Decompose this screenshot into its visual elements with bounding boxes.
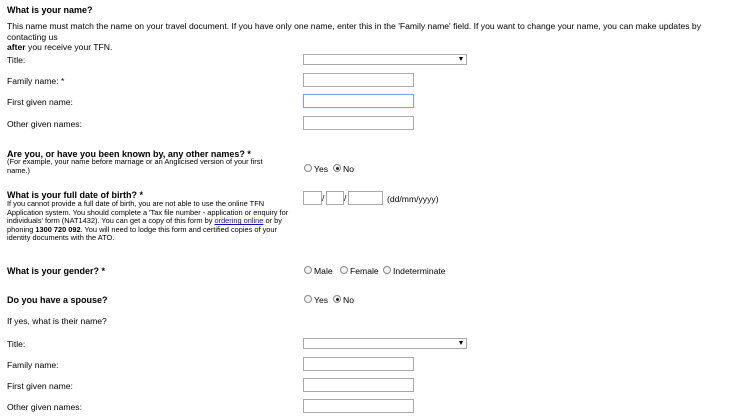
dob-separator-1: / xyxy=(322,193,325,203)
other-given-names-label: Other given names: xyxy=(7,119,82,129)
other-names-hint: (For example, your name before marriage or an Anglicised version of your first name.) xyxy=(7,157,263,175)
dob-year-input[interactable] xyxy=(348,191,383,205)
spouse-yes-radio[interactable] xyxy=(304,295,312,303)
family-name-label: Family name: * xyxy=(7,76,65,86)
name-note xyxy=(7,21,737,53)
spouse-subheading: If yes, what is their name? xyxy=(7,316,107,326)
gender-question: What is your gender? * xyxy=(7,266,106,276)
spouse-first-given-name-label: First given name: xyxy=(7,381,73,391)
gender-female-radio[interactable] xyxy=(340,266,348,274)
dob-help-phone: 1300 720 092 xyxy=(35,224,81,234)
dob-separator-2: / xyxy=(344,193,347,203)
title-label: Title: xyxy=(7,55,26,65)
spouse-title-label: Title: xyxy=(7,339,26,349)
gender-indeterminate-radio[interactable] xyxy=(383,266,391,274)
name-note-rest: you receive your TFN. xyxy=(25,42,113,52)
dob-help xyxy=(7,200,294,243)
spouse-other-given-names-input[interactable] xyxy=(303,399,414,413)
spouse-no-radio[interactable] xyxy=(333,295,341,303)
dob-help-a: If you cannot provide a full date of birth, you are not able to use the online TFN Application system. You should complete a 'Tax file number - application or enquiry for individuals' form (NAT1432). You can get a copy of this form by xyxy=(7,199,289,226)
dob-day-input[interactable] xyxy=(303,191,325,205)
spouse-question: Do you have a spouse? xyxy=(7,295,108,305)
other-given-names-input[interactable] xyxy=(303,116,414,130)
dob-help-b: or by phoning xyxy=(7,216,282,234)
other-names-no-radio[interactable] xyxy=(333,164,341,172)
dob-question: What is your full date of birth? * xyxy=(7,190,143,200)
title-select[interactable] xyxy=(303,54,467,65)
dob-month-input[interactable] xyxy=(326,191,347,205)
spouse-family-name-input[interactable] xyxy=(303,357,414,371)
spouse-yes-label: Yes xyxy=(314,295,329,305)
dob-format-hint: (dd/mm/yyyy) xyxy=(387,194,439,204)
name-heading: What is your name? xyxy=(7,5,93,15)
spouse-title-select[interactable] xyxy=(303,338,467,349)
gender-male-radio[interactable] xyxy=(304,266,312,274)
spouse-other-given-names-label: Other given names: xyxy=(7,402,82,412)
first-given-name-label: First given name: xyxy=(7,97,73,107)
other-names-no-label: No xyxy=(343,164,354,174)
chevron-down-icon xyxy=(459,341,463,345)
name-note-text: This name must match the name on your travel document. If you have only one name, enter this in the 'Family name' field. If you want to change your name, you can make updates by contacting us xyxy=(7,21,702,42)
gender-female-label: Female xyxy=(350,266,379,276)
chevron-down-icon xyxy=(459,57,463,61)
dob-help-c: . You will need to lodge this form and certified copies of your identity documents with the ATO. xyxy=(7,224,277,243)
spouse-no-label: No xyxy=(343,295,354,305)
first-given-name-input[interactable] xyxy=(303,94,414,108)
spouse-family-name-label: Family name: xyxy=(7,360,59,370)
name-note-bold: after xyxy=(7,42,26,52)
other-names-yes-label: Yes xyxy=(314,164,329,174)
ordering-online-link[interactable]: ordering online xyxy=(214,216,264,226)
family-name-input[interactable] xyxy=(303,73,414,87)
gender-male-label: Male xyxy=(314,266,333,276)
other-names-yes-radio[interactable] xyxy=(304,164,312,172)
other-names-question: Are you, or have you been known by, any other names? * xyxy=(7,149,251,159)
gender-indeterminate-label: Indeterminate xyxy=(393,266,446,276)
spouse-first-given-name-input[interactable] xyxy=(303,378,414,392)
